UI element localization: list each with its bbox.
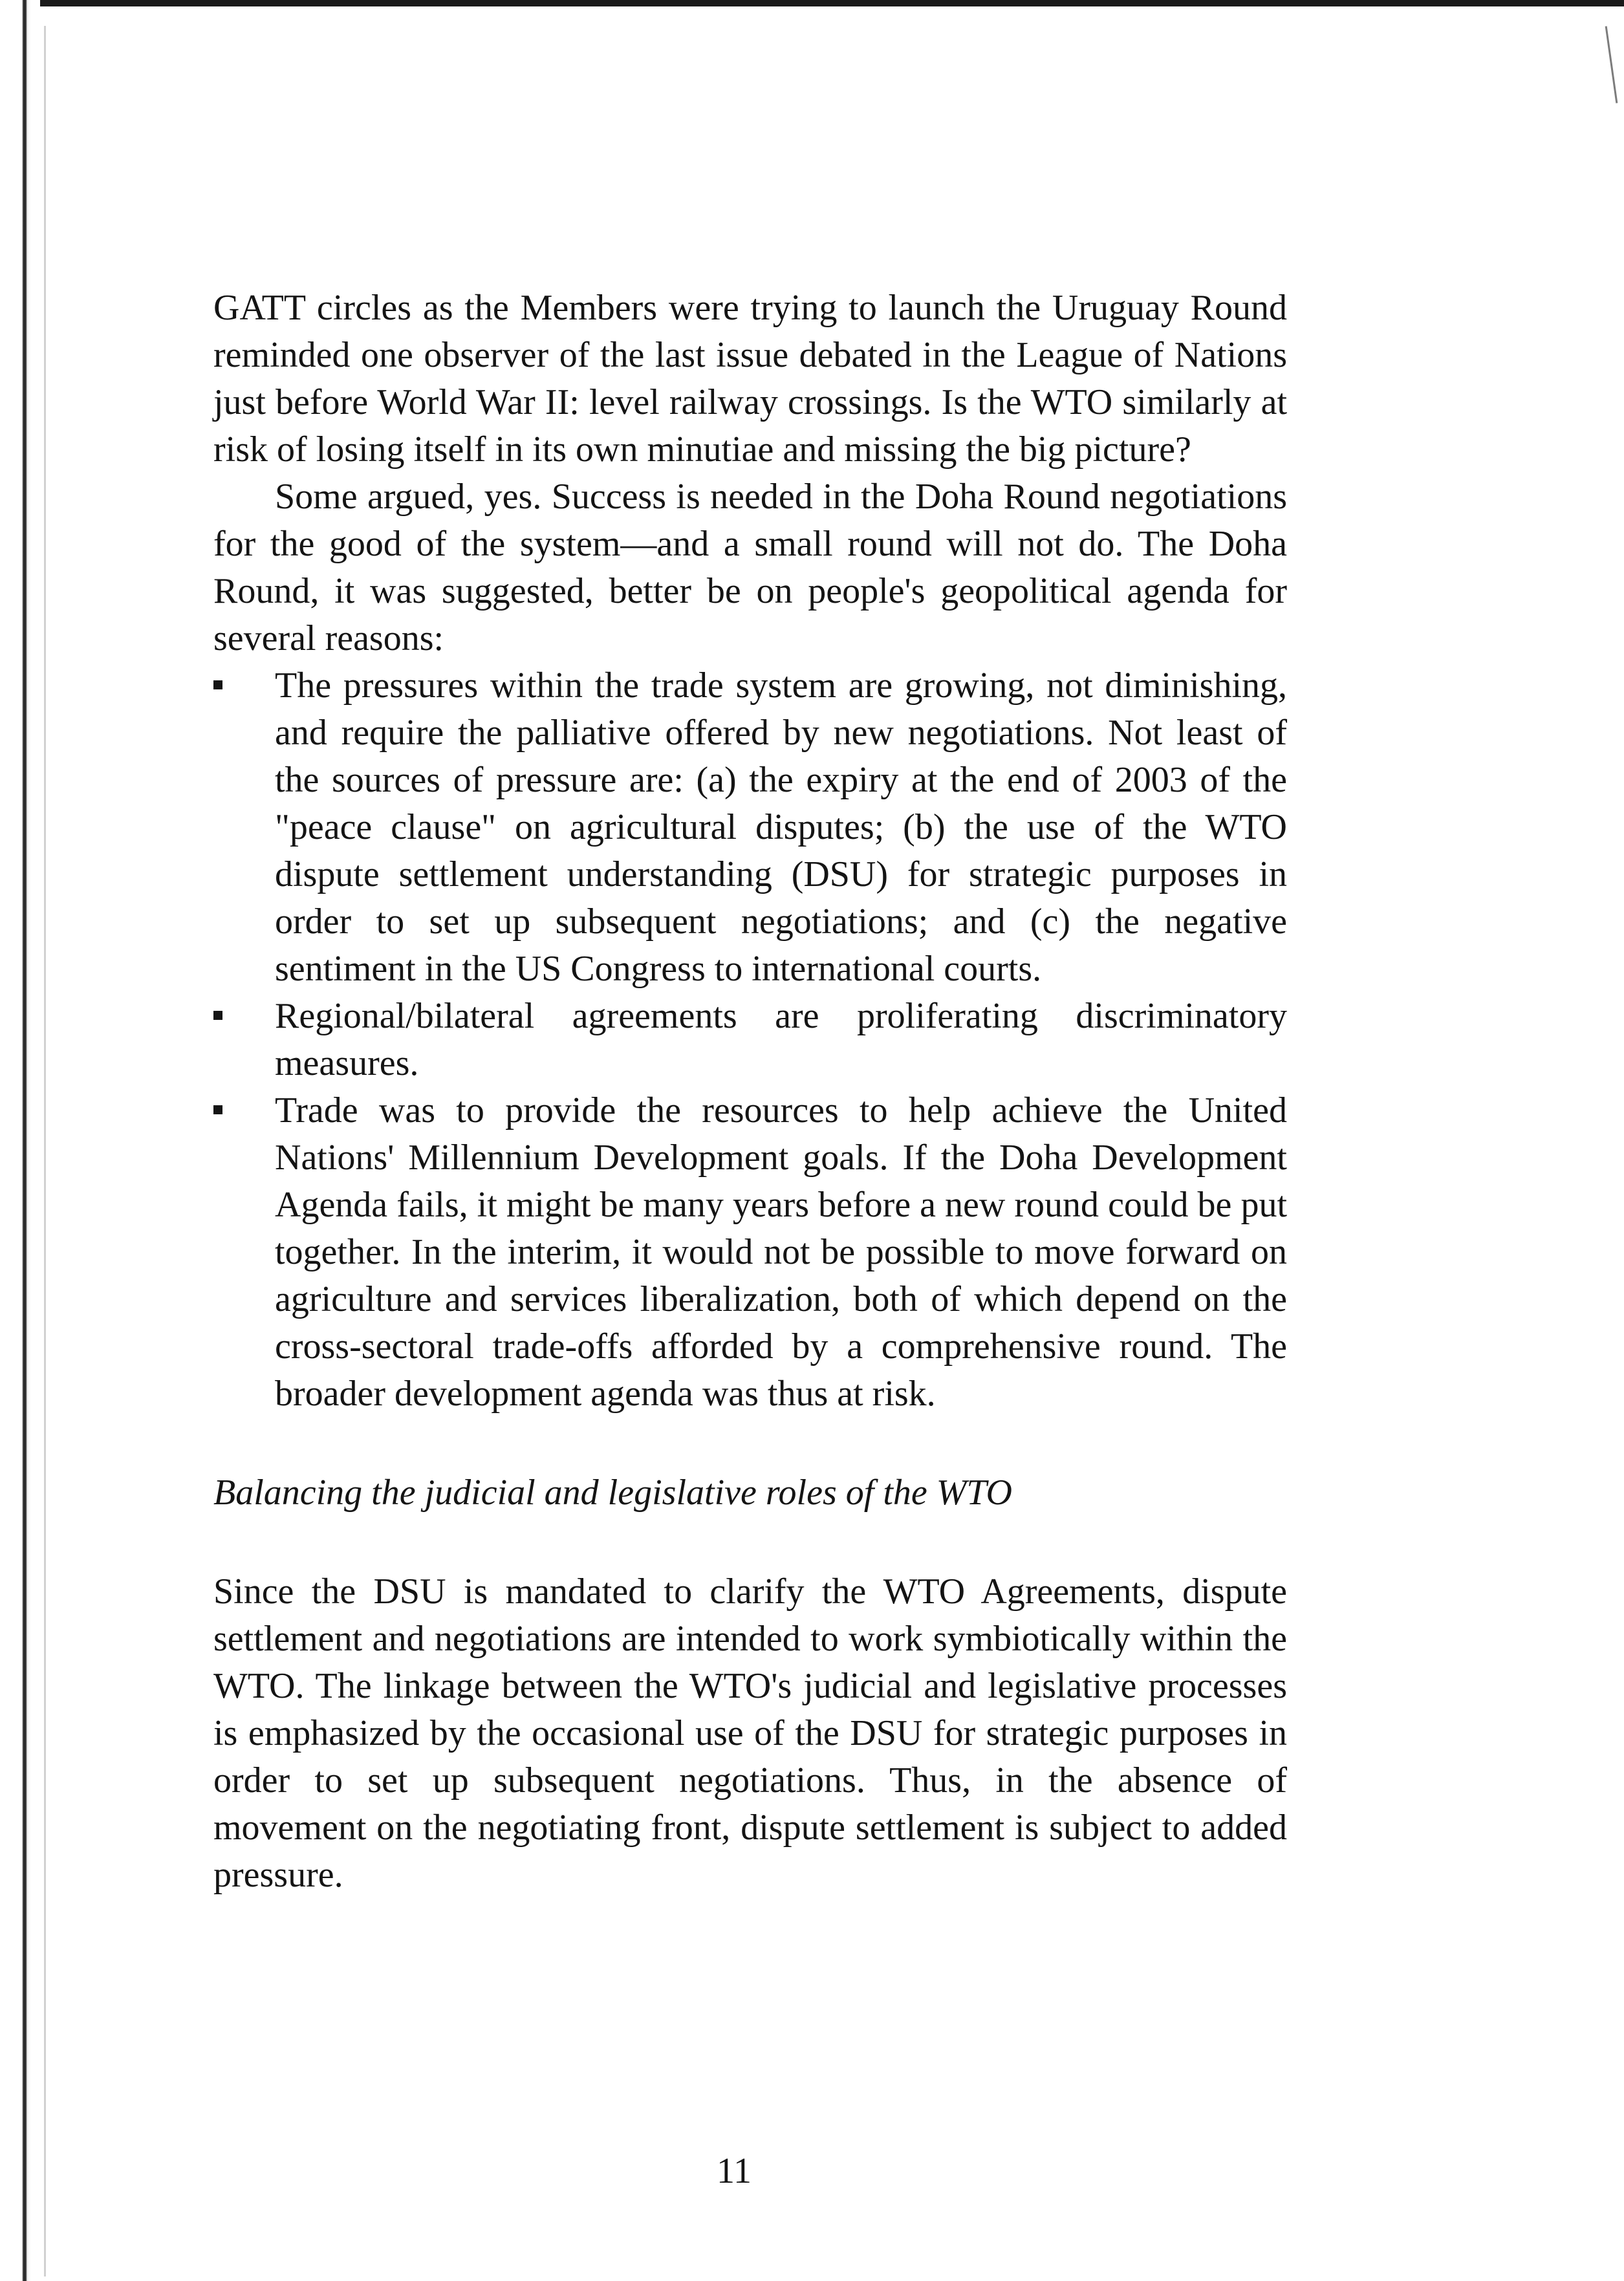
section-heading: Balancing the judicial and legislative roles of the WTO	[213, 1473, 1012, 1513]
bullet-text: The pressures within the trade system are growing, not diminishing, and require the palliative offered by new negotiations. Not least of the sources of pressure are: (a) the expiry at the end of 2003 of the "peace clause" on agricultural disputes; (b) the use of the WTO dispute settlement understanding (DSU) for strategic purposes in order to set up subsequent negotiations; and (c) the negative sentiment in the US Congress to international courts.	[275, 665, 1287, 989]
paragraph-1: GATT circles as the Members were trying to launch the Uruguay Round reminded one observer of the last issue debated in the League of Nations just before World War II: level railway crossings. Is the WTO similarly at risk of losing itself in its own minutiae and missing the big picture?	[213, 288, 1287, 470]
square-bullet-icon	[213, 1011, 222, 1020]
bullet-item	[213, 993, 1287, 1087]
scan-binding-edge	[0, 0, 40, 2281]
square-bullet-icon	[213, 680, 222, 689]
page-number: 11	[717, 2151, 752, 2191]
bullet-text: Regional/bilateral agreements are proliferating discriminatory measures.	[275, 996, 1287, 1083]
bullet-item	[213, 1087, 1287, 1418]
paragraph-2: Some argued, yes. Success is needed in the Doha Round negotiations for the good of the system—and a small round will not do. The Doha Round, it was suggested, better be on people's geopolitical agenda for several reasons:	[213, 477, 1287, 658]
square-bullet-icon	[213, 1105, 222, 1114]
bullet-list	[213, 662, 1287, 1418]
paragraph-3: Since the DSU is mandated to clarify the WTO Agreements, dispute settlement and negotiations are intended to work symbiotically within the WTO. The linkage between the WTO's judicial and legislative processes is emphasized by the occasional use of the DSU for strategic purposes in order to set up subsequent negotiations. Thus, in the absence of movement on the negotiating front, dispute settlement is subject to added pressure.	[213, 1572, 1287, 1895]
scan-right-mark	[1605, 26, 1618, 103]
bullet-text: Trade was to provide the resources to help achieve the United Nations' Millennium Development goals. If the Doha Development Agenda fails, it might be many years before a new round could be put together. In the interim, it would not be possible to move forward on agriculture and services liberalization, both of which depend on the cross-sectoral trade-offs afforded by a comprehensive round. The broader development agenda was thus at risk.	[275, 1090, 1287, 1414]
scan-binding-line	[44, 26, 46, 2276]
scan-top-edge	[0, 0, 1624, 6]
bullet-item	[213, 662, 1287, 993]
page-body	[213, 285, 1287, 1899]
